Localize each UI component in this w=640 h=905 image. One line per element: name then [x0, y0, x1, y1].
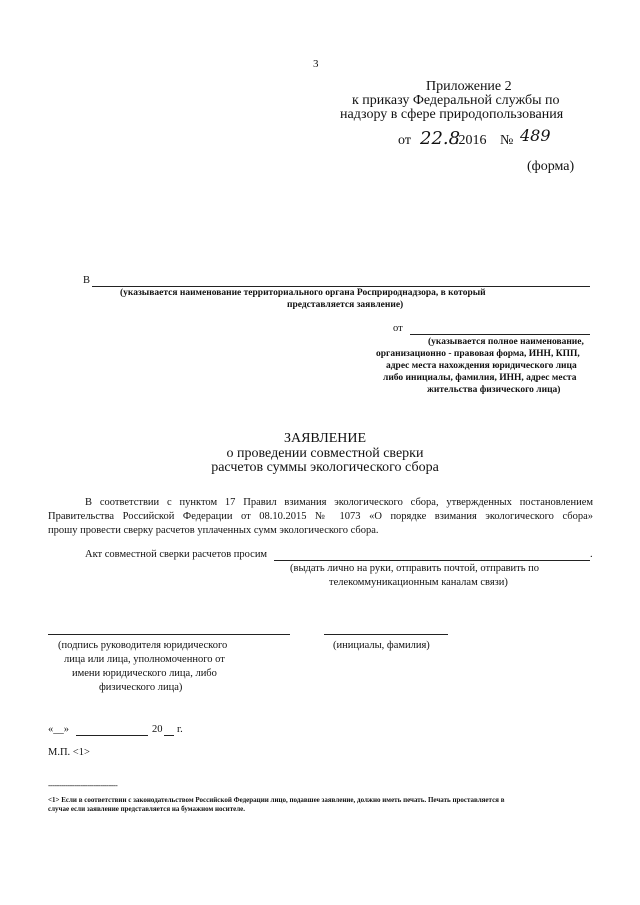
- form-label: (форма): [527, 159, 575, 174]
- signature-hint-2: лица или лица, уполномоченного от: [64, 654, 225, 665]
- initials-hint: (инициалы, фамилия): [333, 640, 430, 651]
- appendix-number-handwritten: 489: [520, 126, 551, 145]
- from-hint-2: организационно - правовая форма, ИНН, КПП,: [376, 349, 580, 359]
- date-year-line[interactable]: [164, 735, 174, 736]
- from-hint-3: адрес места нахождения юридического лица: [386, 361, 577, 371]
- document-title: ЗАЯВЛЕНИЕ: [283, 431, 367, 446]
- date-day: «__»: [48, 724, 69, 735]
- to-field-line[interactable]: [92, 286, 590, 287]
- from-hint-1: (указывается полное наименование,: [428, 337, 584, 347]
- from-hint-4: либо инициалы, фамилия, ИНН, адрес места: [383, 373, 577, 383]
- appendix-year: .2016: [455, 133, 487, 148]
- appendix-line3: надзору в сфере природопользования: [340, 107, 564, 122]
- appendix-date-prefix: от: [398, 133, 411, 148]
- from-label: от: [393, 323, 403, 334]
- body-line-1: В соответствии с пунктом 17 Правил взимания экологического сбора, утвержденных постановлением: [85, 497, 593, 508]
- act-field-line[interactable]: [274, 560, 590, 561]
- body-line-3: прошу провести сверку расчетов уплаченных сумм экологического сбора.: [48, 525, 379, 536]
- from-field-line[interactable]: [410, 334, 590, 335]
- document-subtitle-1: о проведении совместной сверки: [226, 446, 424, 461]
- to-label: В: [83, 275, 91, 286]
- footnote-line-1: <1> Если в соответствии с законодательством Российской Федерации лицо, подавшее заявление, должно иметь печать. Печать проставляется в: [48, 796, 505, 804]
- signature-hint-3: имени юридического лица, либо: [72, 668, 217, 679]
- signature-hint-1: (подпись руководителя юридического: [58, 640, 228, 651]
- signature-hint-4: физического лица): [99, 682, 183, 693]
- signature-line[interactable]: [48, 634, 290, 635]
- date-year-prefix: 20: [152, 724, 163, 735]
- page-number: 3: [313, 58, 319, 70]
- act-hint-1: (выдать лично на руки, отправить почтой, отправить по: [290, 563, 540, 574]
- to-hint-2: представляется заявление): [287, 300, 404, 310]
- to-hint-1: (указывается наименование территориального органа Росприроднадзора, в который: [120, 288, 486, 298]
- initials-line[interactable]: [324, 634, 448, 635]
- appendix-date-handwritten: 22.8: [420, 128, 461, 149]
- appendix-line2: к приказу Федеральной службы по: [352, 93, 560, 108]
- stamp-label: М.П. <1>: [48, 747, 90, 758]
- date-year-suffix: г.: [177, 724, 183, 735]
- appendix-title: Приложение 2: [426, 79, 512, 94]
- appendix-number-label: №: [500, 133, 514, 148]
- from-hint-5: жительства физического лица): [427, 385, 561, 395]
- footnote-line-2: случае если заявление представляется на бумажном носителе.: [48, 805, 246, 813]
- footnote-separator: --------------------------------: [48, 781, 118, 790]
- act-label: Акт совместной сверки расчетов просим: [85, 549, 268, 560]
- date-month-line[interactable]: [76, 735, 148, 736]
- document-subtitle-2: расчетов суммы экологического сбора: [211, 460, 439, 475]
- act-hint-2: телекоммуникационным каналам связи): [329, 577, 508, 588]
- act-period: .: [590, 549, 593, 560]
- body-line-2: Правительства Российской Федерации от 08.10.2015 № 1073 «О порядке взимания экологического сбора»: [48, 511, 593, 522]
